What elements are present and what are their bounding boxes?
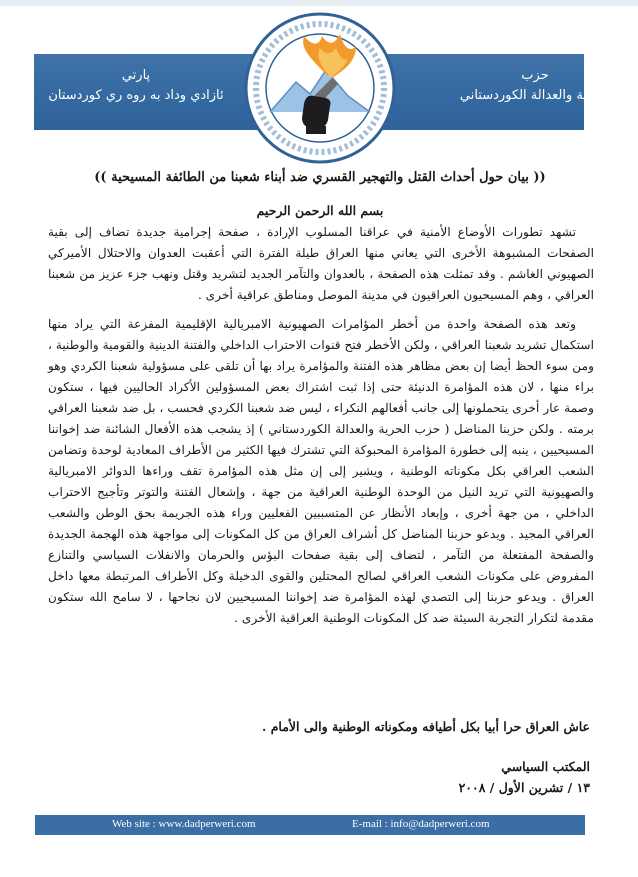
page-top-edge [0, 0, 638, 6]
header-party-name-kurdish [36, 66, 236, 106]
statement-paragraph: تشهد تطورات الأوضاع الأمنية في عراقنا المسلوب الإرادة ، صفحة إجرامية جديدة تضاف إلى بقية الصفحات المشبوهة الأخرى التي يعاني منها العراق طيلة الفترة التي أعقبت العدوان والاحتلال الأميركي الصهيوني الغاشم . وقد تمثلت هذه الصفحة ، بالعدوان والتآمر الجديد لتشريد وقتل ونهب جزء عزيز من شعبنا العراقي ، وهم المسيحيون العراقيون في مدينة الموصل ومناطق عراقية أخرى . [48, 225, 594, 302]
header-party-label-kurdish: پارتي [121, 68, 151, 83]
header-party-fullname: الحرية والعدالة الكوردستاني [459, 88, 611, 103]
party-logo-emblem-icon [240, 8, 400, 168]
statement-date: ١٣ / تشرين الأول / ٢٠٠٨ [458, 780, 590, 795]
header-party-label: حزب [521, 68, 549, 83]
footer-website: Web site : www.dadperweri.com [112, 818, 256, 830]
statement-body [48, 222, 594, 637]
party-logo [240, 8, 400, 168]
signature-political-office: المكتب السياسي [501, 759, 590, 774]
statement-paragraph: وتعد هذه الصفحة واحدة من أخطر المؤامرات الصهيونية الامبريالية الإقليمية المفزعة التي يراد منها استكمال تشريد شعبنا العراقي ، ولكن الأخطر فتح قنوات الاحتراب الداخلي والفتنة الدينية والقومية والوطنية ، ومن سوء الحظ أيضا إن بعض مظاهر هذه الفتنة والمؤامرة يراد بها أن تلقى على مسؤولية شعبنا الكردي وهو براء منها ، لان هذه المؤامرة الدنيئة حتى إذا ثبت اشتراك بعض المسؤولين الأكراد الحاليين فيها ، ستكون وصمة عار أخرى يتحملونها إلى جانب أفعالهم النكراء ، ليس ضد شعبنا الكردي فحسب ، بل ضد شعبنا العراقي برمته . ولكن حزبنا المناضل ( حزب الحرية والعدالة الكوردستاني ) إذ يشجب هذه الأفعال الشائنة ضد إخواننا المسيحيين ، ينبه إلى خطورة المؤامرة المحبوكة التي تشترك فيها الكثير من الأطراف المعادية لوحدة وتضامن الشعب العراقي بكل مكوناته الوطنية ، ويشير إلى إن مثل هذه المؤامرة تقف وراءها الدوائر الامبريالية والصهيونية التي تريد النيل من الوحدة الوطنية العراقية من جهة ، وإشعال الفتنة والتوتر وتأجيج الاحتراب الداخلي ، من جهة أخرى ، وإبعاد الأنظار عن المتسببين الفعليين وراء هذه الجريمة بحق الوطن والشعب العراقي المجيد . ويدعو حزبنا المناضل كل أشراف العراق من كل المكونات إلى مواجهة هذه الهجمة الجديدة والصفحة المفتعلة من التآمر ، لتضاف إلى بقية صفحات البؤس والحرمان والانفلات السياسي والتنازع المفروض على مكونات الشعب العراقي لصالح المحتلين والقوى الدخيلة وكل الأطراف المرتبطة معها داخل العراق . ويدعو حزبنا إلى التصدي لهذه المؤامرة ضد إخواننا المسيحيين لان نجاحها ، لا سامح الله ستكون مقدمة لتكرار التجربة السيئة ضد كل المكونات الوطنية العراقية الأخرى . [48, 317, 594, 625]
closing-line: عاش العراق حرا أبيا بكل أطيافه ومكوناته الوطنية والى الأمام . [261, 719, 590, 734]
footer-email: E-mail : info@dadperweri.com [352, 818, 490, 830]
statement-title: (( بيان حول أحداث القتل والتهجير القسري ضد أبناء شعبنا من الطائفة المسيحية )) [94, 170, 546, 185]
header-party-name-arabic [450, 66, 620, 106]
header-party-fullname-kurdish: ئازادي وداد به روه ري كوردستان [48, 88, 224, 103]
basmala: بسم الله الرحمن الرحيم [256, 203, 384, 218]
